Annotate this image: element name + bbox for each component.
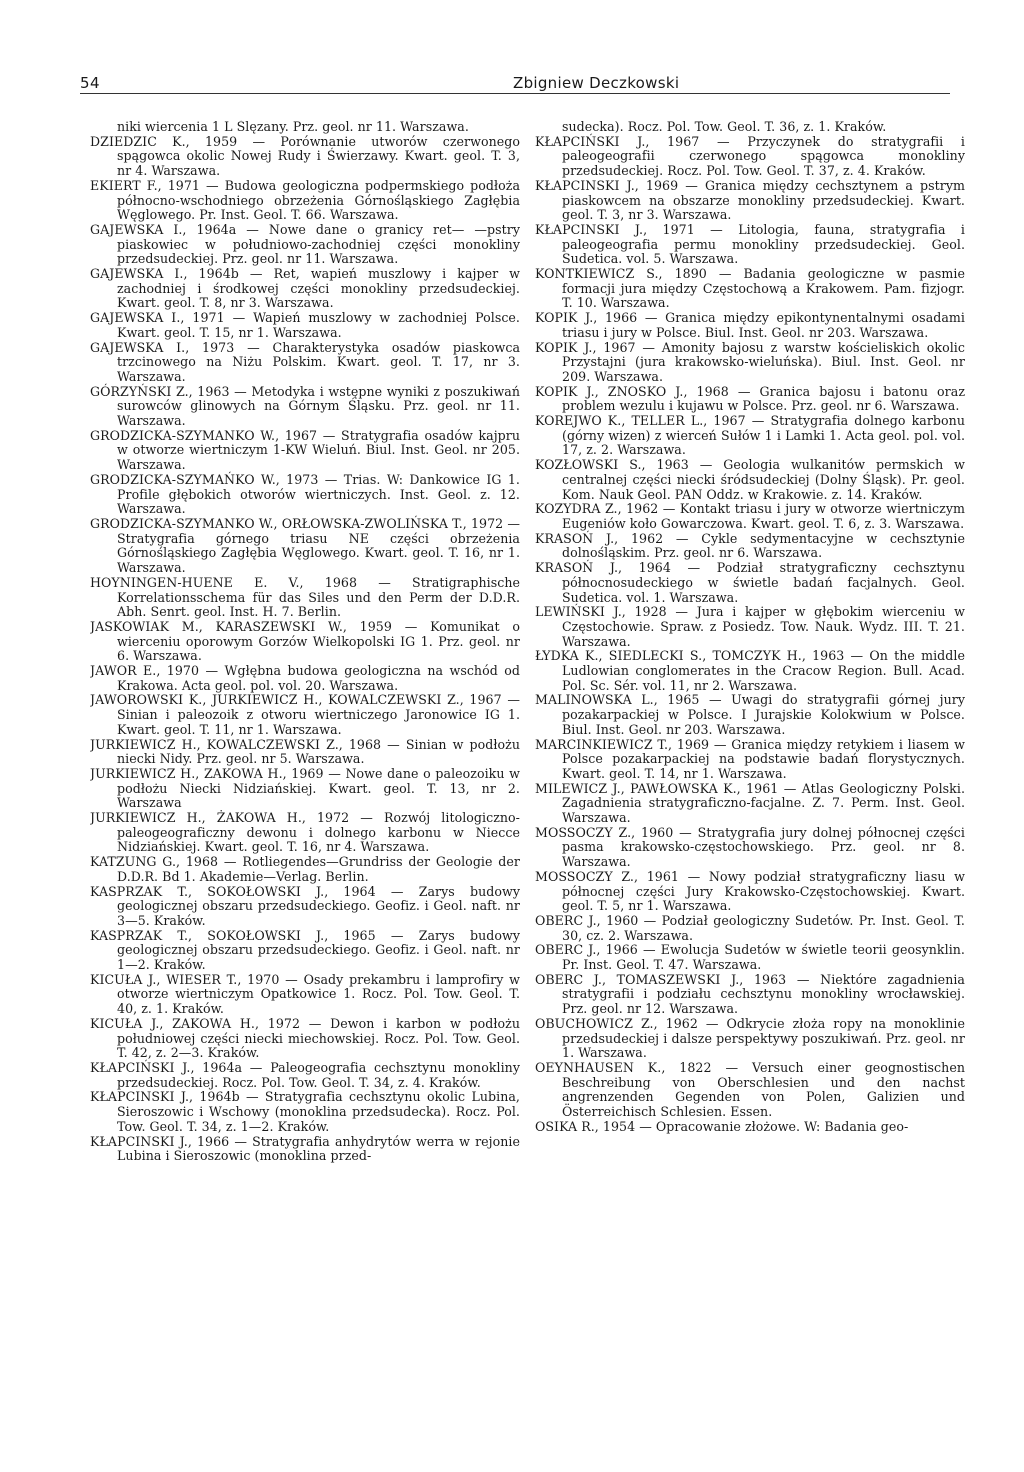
reference-entry: KRASOŃ J., 1962 — Cykle sedymentacyjne w cechsztynie dolnośląskim. Prz. geol. nr 6. Warszawa. [535, 530, 965, 561]
reference-entry: MILEWICZ J., PAWŁOWSKA K., 1961 — Atlas Geologiczny Polski. Zagadnienia stratygraficzno-facjalne. Z. 7. Perm. Inst. Geol. Warszawa. [535, 780, 965, 826]
reference-entry: JASKOWIAK M., KARASZEWSKI W., 1959 — Komunikat o wierceniu oporowym Gorzów Wielkopolski IG 1. Prz. geol. nr 6. Warszawa. [90, 618, 520, 664]
reference-entry: JAWOR E., 1970 — Wgłębna budowa geologiczna na wschód od Krakowa. Acta geol. pol. vol. 20. Warszawa. [90, 663, 520, 693]
reference-entry: OBERC J., 1966 — Ewolucja Sudetów w świetle teorii geosynklin. Pr. Inst. Geol. T. 47. Warszawa. [535, 942, 965, 973]
running-head-author: Zbigniew Deczkowski [513, 74, 680, 92]
reference-entry: EKIERT F., 1971 — Budowa geologiczna podpermskiego podłoża północno-wschodniego obrzeżenia Górnośląskiego Zagłębia Węglowego. Pr. Inst. Geol. T. 66. Warszawa. [90, 177, 520, 223]
reference-entry: niki wiercenia 1 L Ślęzany. Prz. geol. nr 11. Warszawa. [117, 120, 469, 134]
reference-entry: KONTKIEWICZ S., 1890 — Badania geologiczne w pasmie formacji jura między Częstochową a Krakowem. Pam. fizjogr. T. 10. Warszawa. [535, 266, 965, 311]
reference-entry: KASPRZAK T., SOKOŁOWSKI J., 1965 — Zarys budowy geologicznej obszaru przedsudeckiego. Geofiz. i Geol. naft. nr 1—2. Kraków. [90, 927, 520, 973]
reference-entry: sudecka). Rocz. Pol. Tow. Geol. T. 36, z. 1. Kraków. [562, 120, 887, 134]
reference-entry: KOREJWO K., TELLER L., 1967 — Stratygrafia dolnego karbonu (górny wizen) z wierceń Sułów 1 i Lamki 1. Acta geol. pol. vol. 17, z. 2. Warszawa. [535, 413, 965, 458]
reference-entry: KATZUNG G., 1968 — Rotliegendes—Grundriss der Geologie der D.D.R. Bd 1. Akademie—Verlag. Berlin. [90, 854, 520, 884]
reference-entry: GÓRZYŃSKI Z., 1963 — Metodyka i wstępne wyniki z poszukiwań surowców glinowych na Górnym Śląsku. Prz. geol. nr 11. Warszawa. [90, 383, 520, 429]
reference-entry: OEYNHAUSEN K., 1822 — Versuch einer geognostischen Beschreibung von Oberschlesien und den nachst angrenzenden Gegenden von Polen, Galizien und Österreichisch Schlesien. Essen. [535, 1060, 965, 1120]
right-column [535, 120, 965, 1460]
reference-entry: JURKIEWICZ H., ZAKOWA H., 1969 — Nowe dane o paleozoiku w podłożu Niecki Nidziańskiej. Kwart. geol. T. 13, nr 2. Warszawa [90, 765, 520, 811]
reference-entry: OBUCHOWICZ Z., 1962 — Odkrycie złoża ropy na monoklinie przedsudeckiej i dalsze perspektywy poszukiwań. Prz. geol. nr 1. Warszawa. [535, 1015, 965, 1061]
reference-entry: GRODZICKA-SZYMANKO W., ORŁOWSKA-ZWOLIŃSKA T., 1972 — Stratygrafia górnego triasu NE części obrzeżenia Górnośląskiego Zagłębia Węglowego. Kwart. geol. T. 16, nr 1. Warszawa. [90, 515, 520, 576]
reference-entry: MOSSOCZY Z., 1961 — Nowy podział stratygraficzny liasu w północnej części Jury Krakowsko-Częstochowskiej. Kwart. geol. T. 5, nr 1. Warszawa. [535, 868, 965, 914]
reference-entry: HOYNINGEN-HUENE E. V., 1968 — Stratigraphische Korrelationsschema für das Siles und den Perm der D.D.R. Abh. Senrt. geol. Inst. H. 7. Berlin. [90, 574, 520, 620]
reference-entry: KOZŁOWSKI S., 1963 — Geologia wulkanitów permskich w centralnej części niecki śródsudeckiej (Dolny Śląsk). Pr. geol. Kom. Nauk Geol. PAN Oddz. w Krakowie. z. 14. Kraków. [535, 457, 965, 502]
page-header [80, 74, 950, 98]
reference-entry: KICUŁA J., WIESER T., 1970 — Osady prekambru i lamprofiry w otworze wiertniczym Opatkowice 1. Rocz. Pol. Tow. Geol. T. 40, z. 1. Kraków. [90, 971, 520, 1017]
reference-entry: JURKIEWICZ H., KOWALCZEWSKI Z., 1968 — Sinian w podłożu niecki Nidy. Prz. geol. nr 5. Warszawa. [90, 736, 520, 767]
reference-entry: JURKIEWICZ H., ŻAKOWA H., 1972 — Rozwój litologiczno-paleogeograficzny dewonu i dolnego karbonu w Niecce Nidziańskiej. Kwart. geol. T. 16, nr 4. Warszawa. [90, 810, 520, 855]
reference-entry: KICUŁA J., ZAKOWA H., 1972 — Dewon i karbon w podłożu południowej części niecki miechowskiej. Rocz. Pol. Tow. Geol. T. 42, z. 2—3. Kraków. [90, 1015, 520, 1061]
reference-entry: KŁAPCIŃSKI J., 1967 — Przyczynek do stratygrafii i paleogeografii czerwonego spągowca monokliny przedsudeckiej. Rocz. Pol. Tow. Geol. T. 37, z. 4. Kraków. [535, 133, 965, 179]
header-rule [80, 93, 950, 94]
reference-entry: KOPIK J., 1967 — Amonity bajosu z warstw kościeliskich okolic Przystajni (jura krakowsko-wieluńska). Biul. Inst. Geol. nr 209. Warszawa. [535, 339, 965, 384]
reference-entry: KŁAPCINSKI J., 1966 — Stratygrafia anhydrytów werra w rejonie Lubina i Sieroszowic (monoklina przed- [90, 1133, 520, 1164]
reference-entry: KŁAPCINSKI J., 1969 — Granica między cechsztynem a pstrym piaskowcem na obszarze monokliny przedsudeckiej. Kwart. geol. T. 3, nr 3. Warszawa. [535, 177, 965, 223]
reference-entry: GAJEWSKA I., 1973 — Charakterystyka osadów piaskowca trzcinowego na Niżu Polskim. Kwart. geol. T. 17, nr 3. Warszawa. [90, 339, 520, 384]
reference-entry: ŁYDKA K., SIEDLECKI S., TOMCZYK H., 1963 — On the middle Ludlowian conglomerates in the Cracow Region. Bull. Acad. Pol. Sc. Sér. vol. 11, nr 2. Warszawa. [535, 648, 965, 693]
reference-entry: KŁAPCINSKI J., 1971 — Litologia, fauna, stratygrafia i paleogeografia permu monokliny przedsudeckiej. Geol. Sudetica. vol. 5. Warszawa. [535, 221, 965, 267]
reference-entry: GRODZICKA-SZYMAŃKO W., 1973 — Trias. W: Dankowice IG 1. Profile głębokich otworów wiertniczych. Inst. Geol. z. 12. Warszawa. [90, 471, 520, 517]
reference-entry: LEWIŃSKI J., 1928 — Jura i kajper w głębokim wierceniu w Częstochowie. Spraw. z Posiedz. Tow. Nauk. Wydz. III. T. 21. Warszawa. [535, 604, 965, 649]
reference-entry: KOPIK J., ZNOSKO J., 1968 — Granica bajosu i batonu oraz problem wezulu i kujawu w Polsce. Prz. geol. nr 6. Warszawa. [535, 383, 965, 414]
reference-entry: KŁAPCIŃSKI J., 1964a — Paleogeografia cechsztynu monokliny przedsudeckiej. Rocz. Pol. Tow. Geol. T. 34, z. 4. Kraków. [90, 1060, 520, 1090]
left-column [90, 120, 520, 1460]
reference-entry: GAJEWSKA I., 1964b — Ret, wapień muszlowy i kajper w zachodniej i środkowej części monokliny przedsudeckiej. Kwart. geol. T. 8, nr 3. Warszawa. [90, 266, 520, 311]
reference-entry: OBERC J., 1960 — Podział geologiczny Sudetów. Pr. Inst. Geol. T. 30, cz. 2. Warszawa. [535, 912, 965, 943]
reference-entry: GAJEWSKA I., 1964a — Nowe dane o granicy ret— —pstry piaskowiec w południowo-zachodniej części monokliny przedsudeckiej. Prz. geol. nr 11. Warszawa. [90, 221, 520, 267]
reference-entry: GAJEWSKA I., 1971 — Wapień muszlowy w zachodniej Polsce. Kwart. geol. T. 15, nr 1. Warszawa. [90, 310, 520, 340]
reference-entry: KOPIK J., 1966 — Granica między epikontynentalnymi osadami triasu i jury w Polsce. Biul. Inst. Geol. nr 203. Warszawa. [535, 310, 965, 340]
reference-entry: OBERC J., TOMASZEWSKI J., 1963 — Niektóre zagadnienia stratygrafii i podziału cechsztynu monokliny wrocławskiej. Prz. geol. nr 12. Warszawa. [535, 971, 965, 1017]
reference-entry: DZIEDZIC K., 1959 — Porównanie utworów czerwonego spągowca okolic Nowej Rudy i Świerzawy. Kwart. geol. T. 3, nr 4. Warszawa. [90, 133, 520, 179]
reference-entry: KŁAPCINSKI J., 1964b — Stratygrafia cechsztynu okolic Lubina, Sieroszowic i Wschowy (monoklina przedsudecka). Rocz. Pol. Tow. Geol. T. 34, z. 1—2. Kraków. [90, 1089, 520, 1134]
reference-entry: MARCINKIEWICZ T., 1969 — Granica między retykiem i liasem w Polsce pozakarpackiej na podstawie badań florystycznych. Kwart. geol. T. 14, nr 1. Warszawa. [535, 736, 965, 781]
reference-entry: KOZYDRA Z., 1962 — Kontakt triasu i jury w otworze wiertniczym Eugeniów koło Gowarczowa. Kwart. geol. T. 6, z. 3. Warszawa. [535, 501, 965, 531]
page-number: 54 [80, 74, 101, 92]
reference-entry: JAWOROWSKI K., JURKIEWICZ H., KOWALCZEWSKI Z., 1967 — Sinian i paleozoik z otworu wiertniczego Jaronowice IG 1. Kwart. geol. T. 11, nr 1. Warszawa. [90, 692, 520, 737]
reference-entry: MALINOWSKA L., 1965 — Uwagi do stratygrafii górnej jury pozakarpackiej w Polsce. I Jurajskie Kolokwium w Polsce. Biul. Inst. Geol. nr 203. Warszawa. [535, 692, 965, 737]
reference-entry: OSIKA R., 1954 — Opracowanie złożowe. W: Badania geo- [535, 1118, 909, 1134]
reference-entry: MOSSOCZY Z., 1960 — Stratygrafia jury dolnej północnej części pasma krakowsko-częstochowskiego. Prz. geol. nr 8. Warszawa. [535, 824, 965, 870]
reference-entry: KRASOŃ J., 1964 — Podział stratygraficzny cechsztynu północnosudeckiego w świetle badań facjalnych. Geol. Sudetica. vol. 1. Warszawa. [535, 560, 965, 605]
reference-entry: KASPRZAK T., SOKOŁOWSKI J., 1964 — Zarys budowy geologicznej obszaru przedsudeckiego. Geofiz. i Geol. naft. nr 3—5. Kraków. [90, 883, 520, 928]
reference-entry: GRODZICKA-SZYMANKO W., 1967 — Stratygrafia osadów kajpru w otworze wiertniczym 1-KW Wieluń. Biul. Inst. Geol. nr 205. Warszawa. [90, 427, 520, 473]
